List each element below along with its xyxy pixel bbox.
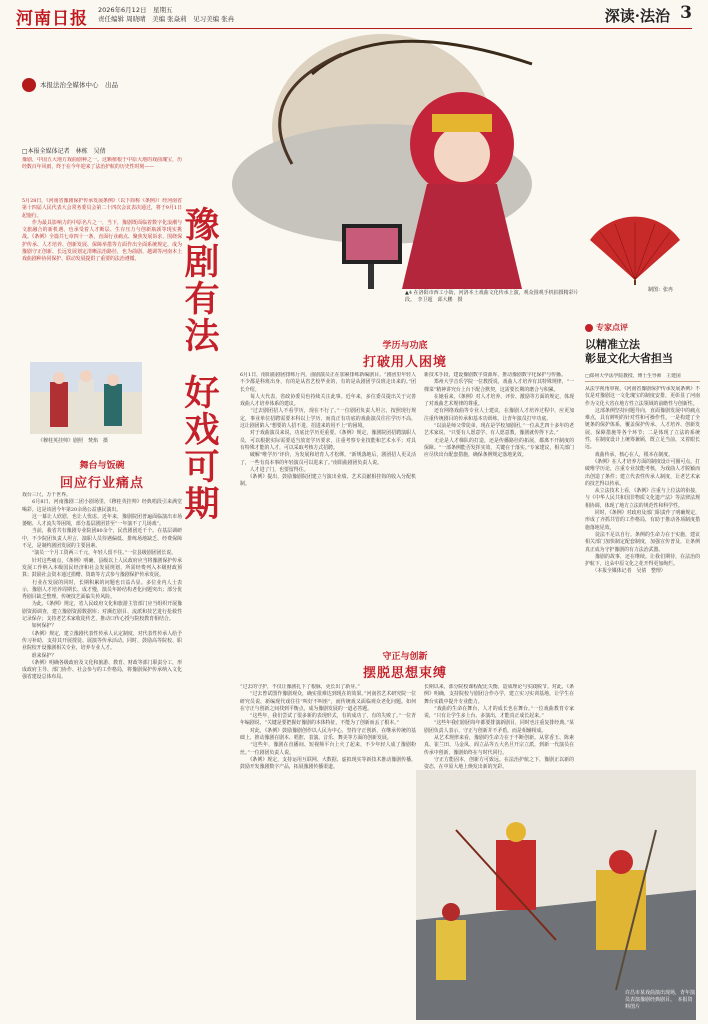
section2-col1: 6月1日，南阳曲剧团排练厅内，曲剧演员正在加紧排练新编剧目。“剧团里年轻人不少都是科班出身，有的是从省艺校毕业的，有的是从剧团学员班走出来的。”团长介绍。 每人大代表，省政协委员也持续关注此事。近年来，多位委员提出关于完善戏曲人才培养体系的建议。 “过去剧团招人不看学历，现在不行了。”一位剧团负责人坦言，按照现行规定，事业单位招聘需要本科以上学历，而真正有功底的戏曲演员往往学历不高，这让剧团陷入“想要的人招不进，招进来的用不上”的困境。 对于戏曲演员来说，功底比学历更重要。《条例》规定，豫剧院团招聘演职人员，可以根据实际需要适当放宽学历要求，注重考察专业技能和艺术水平；对具有特殊才能的人才，可以采取考核方式招聘。 破解“唯学历”评价，为发展和培育人才松绑。“新规落地后，剧团招人更灵活了，一些有真本事的年轻演员可以进来了。”南阳曲剧团负责人说。 人才进了门，也要留得住。 《条例》提出，鼓励豫剧院团建立与演出业绩、艺术贡献相挂钩的收入分配机制。	[240, 372, 416, 488]
main-title	[178, 206, 220, 546]
fan-graphic	[585, 210, 685, 285]
section1-body: 戏台三尺，万千世界。 6月8日，河南豫剧二团小剧场里，《穆桂英挂帅》经典唱段引来满堂喝彩。这是该团今年第20余场公益惠民演出。 这一幕让人欣慰，也让人忧虑。近年来，豫剧院团普遍面临演出市场萎缩、人才流失等困境，部分基层剧团甚至“一年演不了几场戏”。 当前，我省共有豫剧专业院团80余个，民营剧团近千个。在基层调研中，不少院团负责人坦言，演职人员待遇偏低、排练场地缺乏、经费保障不足，是制约剧团发展的主要因素。 “演员一个月工资两三千元，年轻人留不住。”一位县级剧团团长说。 针对这些痛点，《条例》明确，县级以上人民政府应当将豫剧保护传承发展工作纳入本级国民经济和社会发展规划，所需经费列入本级财政预算；鼓励社会资本通过捐赠、资助等方式参与豫剧保护传承发展。 行业在发展的同时，长期积累的问题也日益凸显。多位业内人士表示，豫剧人才培养周期长、成才慢，演员年龄结构老化问题突出；部分优秀剧目缺乏整理，传统技艺面临失传风险。 为此，《条例》规定，省人民政府文化和旅游主管部门应当组织开展豫剧资源调查，建立豫剧资源数据库；对濒危剧目、流派和技艺进行抢救性记录保存；支持老艺术家收徒传艺，推动口传心授与院校教育相结合。 如何保护？ 《条例》规定，建立豫剧代表性传承人认定制度，对代表性传承人给予传习补助，支持其开展授徒、展演等传承活动。同时，鼓励高等院校、职业院校开设豫剧相关专业，培养专业人才。 谁来保护？ 《条例》明确各级政府及文化和旅游、教育、财政等部门职责分工，形成政府主导、部门协作、社会参与的工作格局，将豫剧保护传承纳入文化强省建设总体布局。	[22, 492, 182, 681]
lead-intro: 豫剧，中国五大地方戏曲剧种之一。这颗植根于中原大地的戏曲瑰宝，历经数百年风雨，终于在今年迎来了法治护航的历史性时刻——	[22, 157, 182, 171]
section3-col2: 长期以来，部分院校课程配比失衡，造成理论与实践脱节。对此，《条例》明确，支持院校与剧团合作办学，建立实习实训基地，让学生在舞台实践中提升专业能力。 “戏曲的生命在舞台，人才的成长也在舞台。”一位戏曲教育专家说，“只有让学生多上台、多演出，才能真正成长起来。” “这些年我们剧团每年都要排演新剧目，同时也注重复排经典。”某剧团负责人表示，守正与创新并不矛盾，而是相辅相成。 从艺术规律来看，豫剧的生命力在于不断创新。从常香玉、陈素真、崔兰田、马金凤、阎立品等五大名旦开宗立派，到新一代演员在传承中创新，豫剧始终在与时代同行。 守正方能固本，创新方可致远。在法治护航之下，豫剧正以新的姿态，在中原大地上焕发出新的光彩。	[424, 684, 574, 771]
expert-byline: □郑州大学法学院教授、博士生导师 王建国	[585, 374, 681, 379]
newspaper-logo: 河南日报	[16, 9, 88, 29]
photo-bottom-caption: 许昌市某戏曲演出现场，青年演员表演豫剧经典剧目。 本报资料图片	[625, 990, 696, 1010]
media-logo-icon	[22, 78, 36, 92]
photo1-caption: ▲4 在洛阳市西工小街，河洛本土戏曲文化传承上演，观众围观手机拍摄精彩片段。 李卫超 邱大鹏 摄	[405, 290, 579, 303]
expert-title: 以精准立法 彰显文化大省担当	[585, 338, 673, 365]
editors-line: 责任编辑 周晓晴 美编 张焱莉 见习美编 张冉	[98, 15, 235, 23]
byline: □本报全媒体记者 林栋 吴倩	[22, 148, 106, 155]
section3-headline: 摆脱思想束缚	[362, 666, 447, 681]
masthead	[16, 2, 692, 29]
outdoor-performance-photo	[416, 770, 696, 1020]
performance-photo-small	[30, 362, 142, 434]
expert-panel	[585, 322, 693, 333]
photo-credit: 制图：张冉	[648, 287, 674, 293]
main-title-line2: 好戏可期	[179, 374, 220, 522]
section-name: 深读·法治	[604, 7, 670, 25]
section2-col2: 新技术手段，建设豫剧数字资源库，推动豫剧数字化保护与传播。 郑州大学音乐学院一位教授说，戏曲人才培养有其特殊规律，“一棵菜”精神讲究台上台下配合默契，这需要长期的磨合与积累。 在她看来，《条例》对人才培养、评价、激励等方面的规定，体现了对戏曲艺术规律的尊重。 还有网络戏曲等专业人士建议，在豫剧人才培养过程中，应更加注重传统剧目的传承和基本功训练，让青年演员打牢功底。 “以前是师父带徒弟，现在是学校加剧团。”一位从艺四十多年的老艺术家说，“只要有人愿意学、有人愿意教，豫剧就传得下去。” 无论是人才梯队的打造，还是传播路径的拓展，都离不开制度的保障。“一部条例能否发挥实效，关键在于落实。”专家建议，相关部门应尽快出台配套措施，确保条例规定落地见效。	[424, 372, 574, 459]
section3-col1: “过去的守护，不仅让豫剧扎下了根脉，更长出了新芽。” “过去曾试图作豫剧观众，确实很难达到现在的效果。”河南省艺术研究院一位研究员说，新编现代戏往往“叫好不叫座”，而传统戏又面临观众老化问题。如何在守正与创新之间找到平衡点，成为豫剧发展的一道必答题。 “这些年，我们尝试了很多新的表现形式，有的成功了，有的失败了。”一位青年编剧说，“关键是要把握好豫剧的本体特征，不能为了创新而丢了根本。” 对此，《条例》鼓励豫剧创作以人民为中心，坚持守正创新，在继承传统的基础上，推动豫剧在剧本、唱腔、表演、音乐、舞美等方面的创新发展。 “这些年，豫剧在直播间、短视频平台上火了起来，不少年轻人成了豫剧粉丝。”一位剧团负责人说。 《条例》规定，支持运用互联网、大数据、虚拟现实等新技术推动豫剧传播，鼓励开发豫剧数字产品，拓展豫剧传播渠道。	[240, 684, 416, 771]
photo-small-caption: 《穆桂英挂帅》剧照 焚焰 摄	[38, 438, 109, 444]
badge-text: 本报法治全媒体中心 出品	[40, 81, 118, 89]
expert-body: 从法学视角审视，《河南省豫剧保护传承发展条例》不仅是对豫剧这一文化瑰宝的制度安排，更彰显了河南作为文化大省在地方性立法领域的前瞻性与创新性。 这部条例坚持问题导向，直面豫剧发展中的痛点难点，具有鲜明的针对性和可操作性。一是构建了全链条的保护体系，覆盖保护传承、人才培养、创新发展、保障措施等各个环节；二是体现了立法的系统性，在制度设计上统筹兼顾，既立足当前，又着眼长远。 戏曲传承，核心在人，根本在制度。 《条例》在人才培养方面的制度设计可圈可点。打破唯学历论，注重专业技能考核，为戏曲人才脱颖而出创造了条件；建立代表性传承人制度，让老艺术家的技艺得以传承。 从立法技术上看，《条例》注重与上位法的衔接，与《中华人民共和国非物质文化遗产法》等法律法规相协调，体现了地方立法的规范性和科学性。 同时，《条例》对政府及部门职责作了明确规定，形成了齐抓共管的工作格局，有助于推动各项制度措施落地见效。 徒法不足以自行。条例的生命力在于实施，建议相关部门加快制定配套制度，加强宣传普及，让条例真正成为守护豫剧的有力法治武器。 豫剧的故事，还在继续。让我们期待，在法治的护航下，这朵中原文化之花开得更加绚烂。 （本报全媒体记者 吴倩 整理）	[585, 386, 700, 575]
section3-subhead: 守正与创新	[382, 652, 428, 662]
expert-divider	[585, 381, 700, 382]
expert-label-icon	[585, 324, 593, 332]
page-number: 3	[680, 3, 692, 23]
section1-subhead: 舞台与饭碗	[79, 461, 125, 471]
main-title-line1: 豫剧有法	[179, 206, 220, 354]
expert-label: 专家点评	[596, 322, 628, 332]
date-line: 2026年6月12日 星期五	[98, 6, 173, 14]
section2-headline: 打破用人困境	[362, 355, 447, 370]
section1-headline: 回应行业痛点	[59, 476, 144, 491]
lead-body: 5月28日，《河南省豫剧保护传承发展条例》（以下简称《条例》）经河南省第十四届人民代表大会常务委员会第二十四次会议表决通过，将于9月1日起施行。 作为最具影响力的中原名片之一，当下，豫剧既面临着数字化浪潮与文旅融合的新机遇，也承受着人才断层、生存压力与创新瓶颈等现实挑战。《条例》全篇共七章四十一条，直面行业痛点、聚焦发展诉求，围绕保护传承、人才培养、创新发展、保障举措等方面作出全面系统规定，成为豫剧守正创新、长远发展划定清晰法治路径，也为曲剧、越调等河南本土戏曲剧种协同保护、联动发展提供了重要的法治遵循。	[22, 198, 182, 263]
section2-subhead: 学历与功底	[382, 341, 428, 351]
media-badge	[22, 78, 182, 94]
opera-performer-photo	[232, 34, 588, 289]
